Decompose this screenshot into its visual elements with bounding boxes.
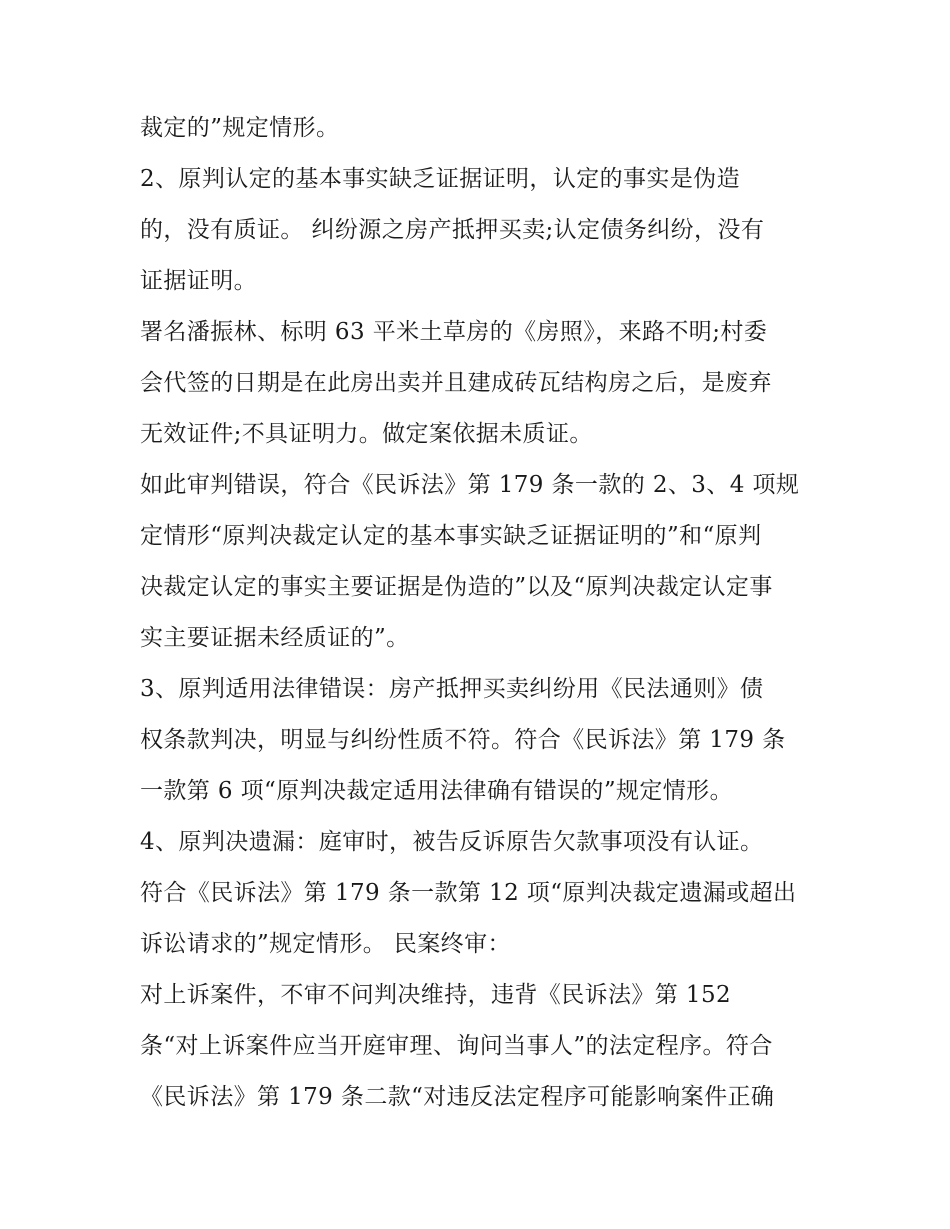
text-line: 3、原判适用法律错误：房产抵押买卖纠纷用《民法通则》债 xyxy=(140,676,764,702)
text-line: 定情形“原判决裁定认定的基本事实缺乏证据证明的”和“原判 xyxy=(140,523,762,549)
text-line: 决裁定认定的事实主要证据是伪造的”以及“原判决裁定认定事 xyxy=(140,574,773,600)
text-line: 对上诉案件，不审不问判决维持，违背《民诉法》第 152 xyxy=(140,982,732,1008)
text-line: 实主要证据未经质证的”。 xyxy=(140,625,410,651)
text-line: 裁定的”规定情形。 xyxy=(140,115,340,141)
text-line: 证据证明。 xyxy=(140,268,257,294)
document-body xyxy=(140,108,820,1128)
text-line: 2、原判认定的基本事实缺乏证据证明，认定的事实是伪造 xyxy=(140,166,741,192)
text-line: 条“对上诉案件应当开庭审理、询问当事人”的法定程序。符合 xyxy=(140,1033,773,1059)
text-line: 的，没有质证。 纠纷源之房产抵押买卖;认定债务纠纷，没有 xyxy=(140,217,765,243)
text-line: 权条款判决，明显与纠纷性质不符。符合《民诉法》第 179 条 xyxy=(140,727,786,753)
text-line: 一款第 6 项“原判决裁定适用法律确有错误的”规定情形。 xyxy=(140,778,733,804)
text-line: 4、原判决遗漏：庭审时，被告反诉原告欠款事项没有认证。 xyxy=(140,829,764,855)
text-line: 如此审判错误，符合《民诉法》第 179 条一款的 2、3、4 项规 xyxy=(140,472,800,498)
text-line: 会代签的日期是在此房出卖并且建成砖瓦结构房之后，是废弃 xyxy=(140,370,772,396)
text-line: 《民诉法》第 179 条二款“对违反法定程序可能影响案件正确 xyxy=(140,1084,775,1110)
text-line: 符合《民诉法》第 179 条一款第 12 项“原判决裁定遗漏或超出 xyxy=(140,880,797,906)
text-line: 诉讼请求的”规定情形。 民案终审： xyxy=(140,931,511,957)
text-line: 无效证件;不具证明力。做定案依据未质证。 xyxy=(140,421,593,447)
text-line: 署名潘振林、标明 63 平米土草房的《房照》，来路不明;村委 xyxy=(140,319,768,345)
